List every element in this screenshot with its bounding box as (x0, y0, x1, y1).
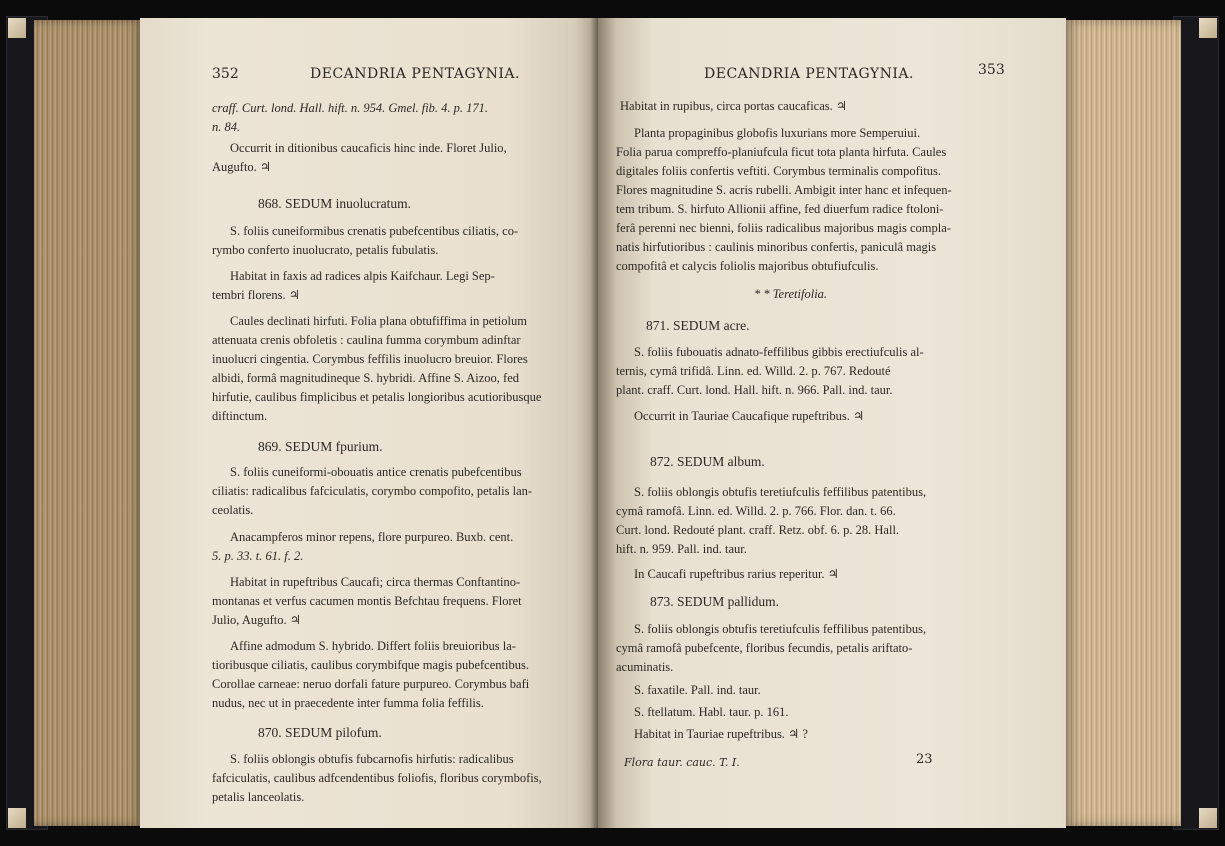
text-line: fafciculatis, caulibus adfcendentibus foliofis, floribus corymbofis, (212, 771, 542, 785)
text-line: petalis lanceolatis. (212, 790, 305, 804)
right-page-number: 353 (978, 62, 1005, 78)
text-line: Anacampferos minor repens, flore purpureo. Buxb. cent. (230, 530, 514, 544)
species-heading: 870. SEDUM pilofum. (258, 725, 382, 740)
text-line: S. foliis oblongis obtufis teretiufculis feffilibus patentibus, (634, 485, 927, 499)
text-line: Habitat in faxis ad radices alpis Kaifchaur. Legi Sep- (230, 269, 495, 283)
text-line: Flores magnitudine S. acris rubelli. Ambigit inter hanc et infequen- (616, 183, 952, 197)
species-heading: 872. SEDUM album. (650, 454, 765, 469)
text-line: cymâ ramofâ. Linn. ed. Willd. 2. p. 766. Flor. dan. t. 66. (616, 504, 896, 518)
text-line: acuminatis. (616, 660, 674, 674)
text-line: natis hirfutioribus : caulinis minoribus confertis, paniculâ magis (616, 240, 937, 254)
text-line: S. ftellatum. Habl. taur. p. 161. (634, 705, 789, 719)
text-line: S. foliis fubouatis adnato-feffilibus gibbis erectiufculis al- (634, 345, 924, 359)
text-line: inuolucri cingentia. Corymbus feffilis inuolucro breuior. Flores (212, 352, 528, 366)
text-line: ferâ perenni nec bienni, foliis radicalibus majoribus magis compla- (616, 221, 951, 235)
text-line: Curt. lond. Redouté plant. craff. Retz. obf. 6. p. 28. Hall. (616, 523, 900, 537)
text-line: n. 84. (212, 120, 241, 134)
text-line: hift. n. 959. Pall. ind. taur. (616, 542, 747, 556)
right-page (598, 18, 1066, 828)
text-line: Occurrit in ditionibus caucaficis hinc inde. Floret Julio, (230, 141, 507, 155)
text-line: tem tribum. S. hirfuto Allionii affine, fed diuerfum radice ftoloni- (616, 202, 944, 216)
species-heading: 873. SEDUM pallidum. (650, 594, 780, 609)
species-heading: 868. SEDUM inuolucratum. (258, 196, 411, 211)
left-running-head: DECANDRIA PENTAGYNIA. (310, 66, 520, 82)
text-line: Affine admodum S. hybrido. Differt foliis breuioribus la- (230, 639, 516, 653)
footer-signature-mark: Flora taur. cauc. T. I. (624, 756, 740, 769)
text-line: cymâ ramofâ pubefcente, floribus fecundis, petalis ariftato- (616, 641, 913, 655)
left-page (140, 18, 598, 828)
text-line: S. foliis oblongis obtufis fubcarnofis hirfutis: radicalibus (230, 752, 514, 766)
text-line: nudus, nec ut in praecedente inter fumma folia feffilis. (212, 696, 484, 710)
text-line: S. foliis cuneiformibus crenatis pubefcentibus ciliatis, co- (230, 224, 519, 238)
text-line: rymbo conferto inuolucrato, petalis fubulatis. (212, 243, 439, 257)
text-line: montanas et verfus cacumen montis Befchtau frequens. Floret (212, 594, 522, 608)
text-line: Julio, Augufto. ♃ (212, 613, 301, 627)
text-line: craff. Curt. lond. Hall. hift. n. 954. Gmel. fib. 4. p. 171. (212, 101, 489, 115)
text-line: Habitat in Tauriae rupeftribus. ♃ ? (634, 727, 808, 741)
species-heading: 871. SEDUM acre. (646, 318, 750, 333)
text-line: albidi, formâ magnitudineque S. hybridi. Affine S. Aizoo, fed (212, 371, 520, 385)
left-page-number: 352 (212, 66, 239, 82)
text-line: Occurrit in Tauriae Caucafique rupeftribus. ♃ (634, 409, 865, 423)
text-line: Habitat in rupibus, circa portas caucaficas. ♃ (620, 99, 848, 113)
text-line: S. faxatile. Pall. ind. taur. (634, 683, 761, 697)
right-page-edges (1063, 20, 1181, 826)
text-line: In Caucafi rupeftribus rarius reperitur. ♃ (634, 567, 839, 581)
text-line: plant. craff. Curt. lond. Hall. hift. n. 966. Pall. ind. taur. (616, 383, 893, 397)
text-line: ceolatis. (212, 503, 254, 517)
text-line: hirfutie, caulibus fimplicibus et petalis longioribus acutioribusque (212, 390, 542, 404)
text-line: Augufto. ♃ (212, 160, 272, 174)
text-line: S. foliis cuneiformi-obouatis antice crenatis pubefcentibus (230, 465, 522, 479)
corner-protector-top-right (1199, 18, 1217, 38)
text-line: tioribusque ciliatis, caulibus corymbifque magis pubefcentibus. (212, 658, 529, 672)
text-line: digitales foliis confertis veftiti. Corymbus terminalis compofitus. (616, 164, 941, 178)
text-line: S. foliis oblongis obtufis teretiufculis feffilibus patentibus, (634, 622, 927, 636)
gathering-signature: 23 (916, 752, 933, 767)
text-line: diftinctum. (212, 409, 268, 423)
right-running-head: DECANDRIA PENTAGYNIA. (704, 66, 914, 82)
text-line: Corollae carneae: neruo dorfali fature purpureo. Corymbus bafi (212, 677, 530, 691)
section-heading: * * Teretifolia. (754, 287, 828, 301)
text-line: attenuata crenis obfoletis : caulina fumma corymbum adinftar (212, 333, 521, 347)
text-line: Planta propaginibus globofis luxurians more Semperuiui. (634, 126, 921, 140)
text-line: Habitat in rupeftribus Caucafi; circa thermas Conftantino- (230, 575, 521, 589)
text-line: compofitâ et calycis foliolis majoribus obtufiufculis. (616, 259, 879, 273)
text-line: 5. p. 33. t. 61. f. 2. (212, 549, 304, 563)
species-heading: 869. SEDUM fpurium. (258, 439, 383, 454)
corner-protector-bottom-right (1199, 808, 1217, 828)
corner-protector-bottom-left (8, 808, 26, 828)
corner-protector-top-left (8, 18, 26, 38)
text-line: Folia parua compreffo-planiufcula ficut tota planta hirfuta. Caules (616, 145, 947, 159)
text-line: tembri florens. ♃ (212, 288, 300, 302)
text-line: ciliatis: radicalibus fafciculatis, corymbo compofito, petalis lan- (212, 484, 533, 498)
text-line: Caules declinati hirfuti. Folia plana obtufiffima in petiolum (230, 314, 527, 328)
text-line: ternis, cymâ trifidâ. Linn. ed. Willd. 2. p. 767. Redouté (616, 364, 891, 378)
left-page-edges (34, 20, 144, 826)
